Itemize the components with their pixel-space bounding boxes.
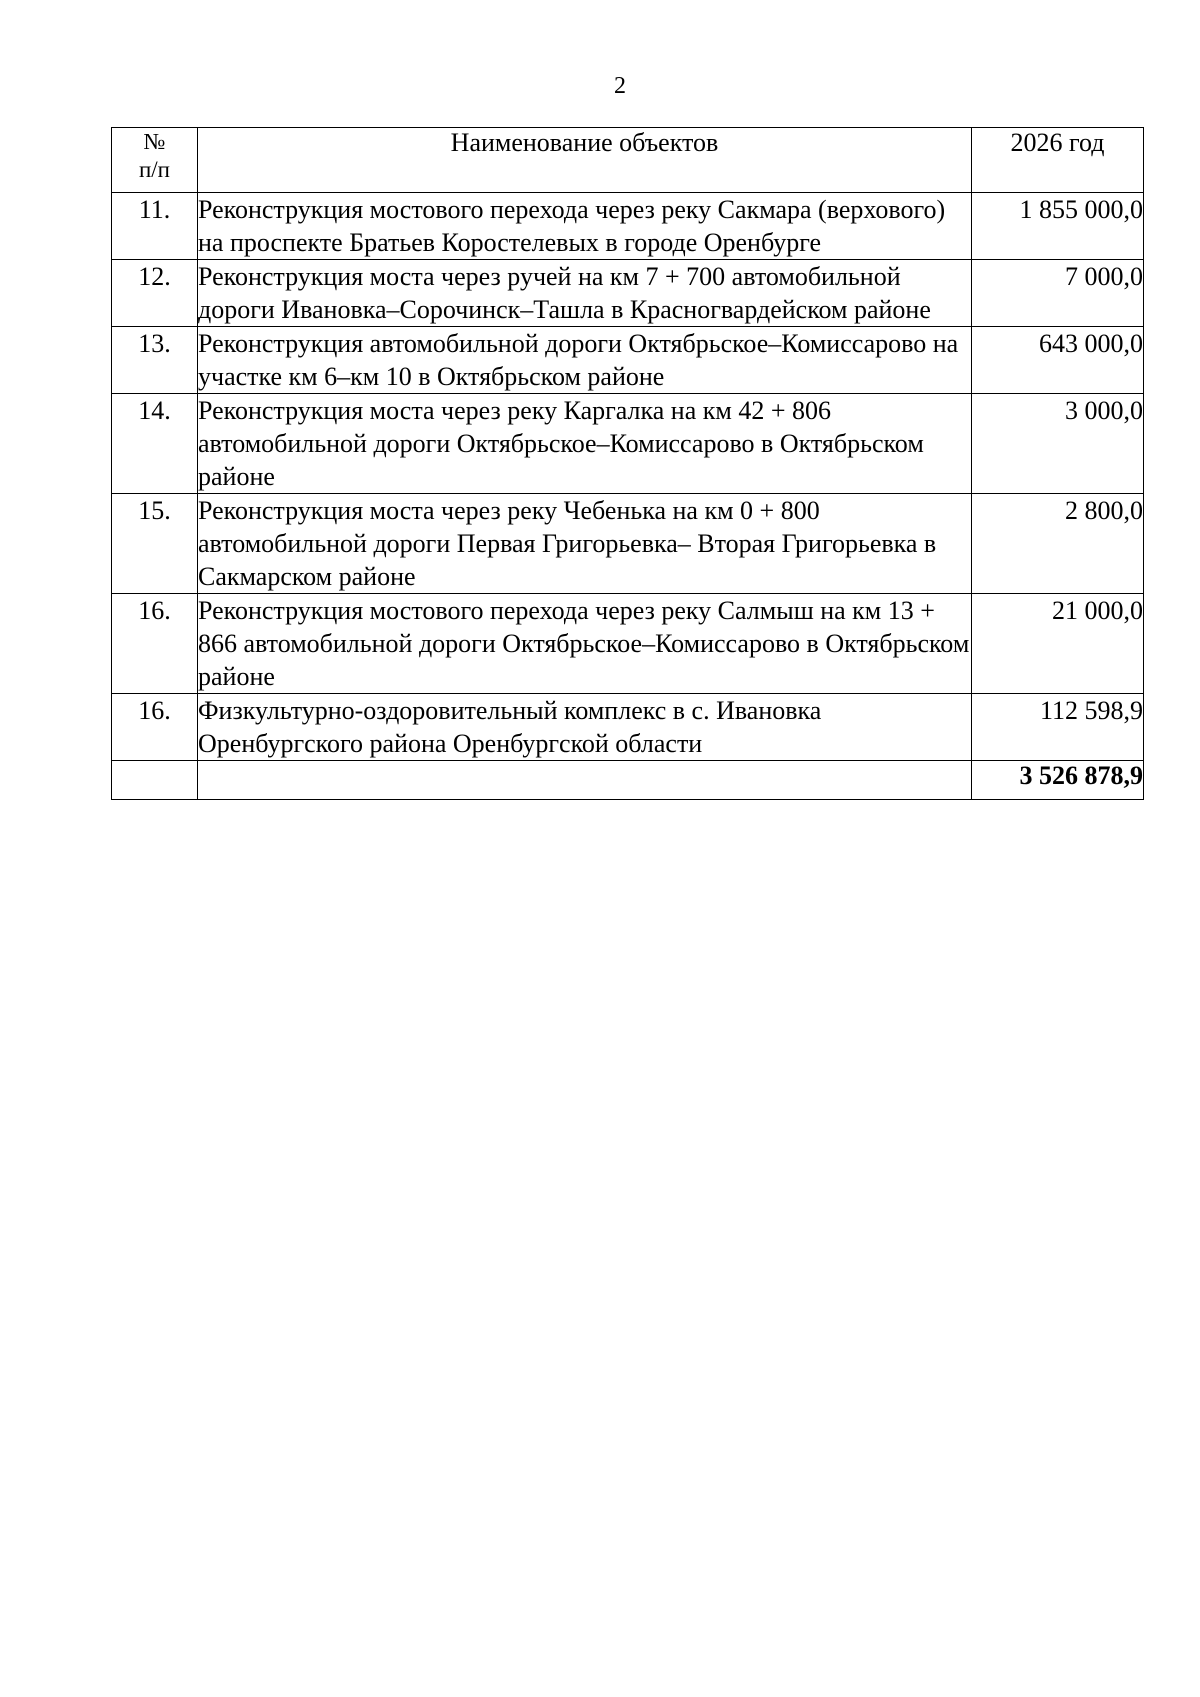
row-number: 13.	[112, 327, 198, 394]
object-name: Реконструкция мостового перехода через реку Сакмара (верхового) на проспекте Братьев Коростелевых в городе Оренбурге	[198, 193, 972, 260]
row-number: 16.	[112, 694, 198, 761]
row-number: 16.	[112, 594, 198, 694]
amount-2026: 7 000,0	[972, 260, 1144, 327]
amount-2026: 2 800,0	[972, 494, 1144, 594]
table-row	[112, 193, 1144, 260]
table-row	[112, 394, 1144, 494]
table-row	[112, 594, 1144, 694]
amount-2026: 21 000,0	[972, 594, 1144, 694]
table-row	[112, 494, 1144, 594]
object-name: Физкультурно-оздоровительный комплекс в с. Ивановка Оренбургского района Оренбургской области	[198, 694, 972, 761]
table-row	[112, 260, 1144, 327]
object-name: Реконструкция автомобильной дороги Октябрьское–Комиссарово на участке км 6–км 10 в Октябрьском районе	[198, 327, 972, 394]
page-number: 2	[614, 73, 626, 99]
total-number-cell	[112, 761, 198, 800]
amount-2026: 643 000,0	[972, 327, 1144, 394]
total-name-cell	[198, 761, 972, 800]
amount-2026: 112 598,9	[972, 694, 1144, 761]
object-name: Реконструкция моста через ручей на км 7 + 700 автомобильной дороги Ивановка–Сорочинск–Ташла в Красногвардейском районе	[198, 260, 972, 327]
object-name: Реконструкция мостового перехода через реку Салмыш на км 13 + 866 автомобильной дороги Октябрьское–Комиссарово в Октябрьском районе	[198, 594, 972, 694]
row-number: 15.	[112, 494, 198, 594]
amount-2026: 3 000,0	[972, 394, 1144, 494]
amount-2026: 1 855 000,0	[972, 193, 1144, 260]
row-number: 14.	[112, 394, 198, 494]
objects-table	[111, 127, 1144, 800]
table-row	[112, 694, 1144, 761]
header-number	[112, 128, 198, 193]
row-number: 12.	[112, 260, 198, 327]
object-name: Реконструкция моста через реку Чебенька на км 0 + 800 автомобильной дороги Первая Григорьевка– Вторая Григорьевка в Сакмарском районе	[198, 494, 972, 594]
header-year: 2026 год	[972, 128, 1144, 193]
header-object-name: Наименование объектов	[198, 128, 972, 193]
header-number-symbol: №	[143, 129, 166, 154]
object-name: Реконструкция моста через реку Каргалка на км 42 + 806 автомобильной дороги Октябрьское–Комиссарово в Октябрьском районе	[198, 394, 972, 494]
row-number: 11.	[112, 193, 198, 260]
total-amount: 3 526 878,9	[972, 761, 1144, 800]
table-row	[112, 327, 1144, 394]
total-row	[112, 761, 1144, 800]
table-header-row	[112, 128, 1144, 193]
header-number-abbr: п/п	[138, 157, 170, 182]
